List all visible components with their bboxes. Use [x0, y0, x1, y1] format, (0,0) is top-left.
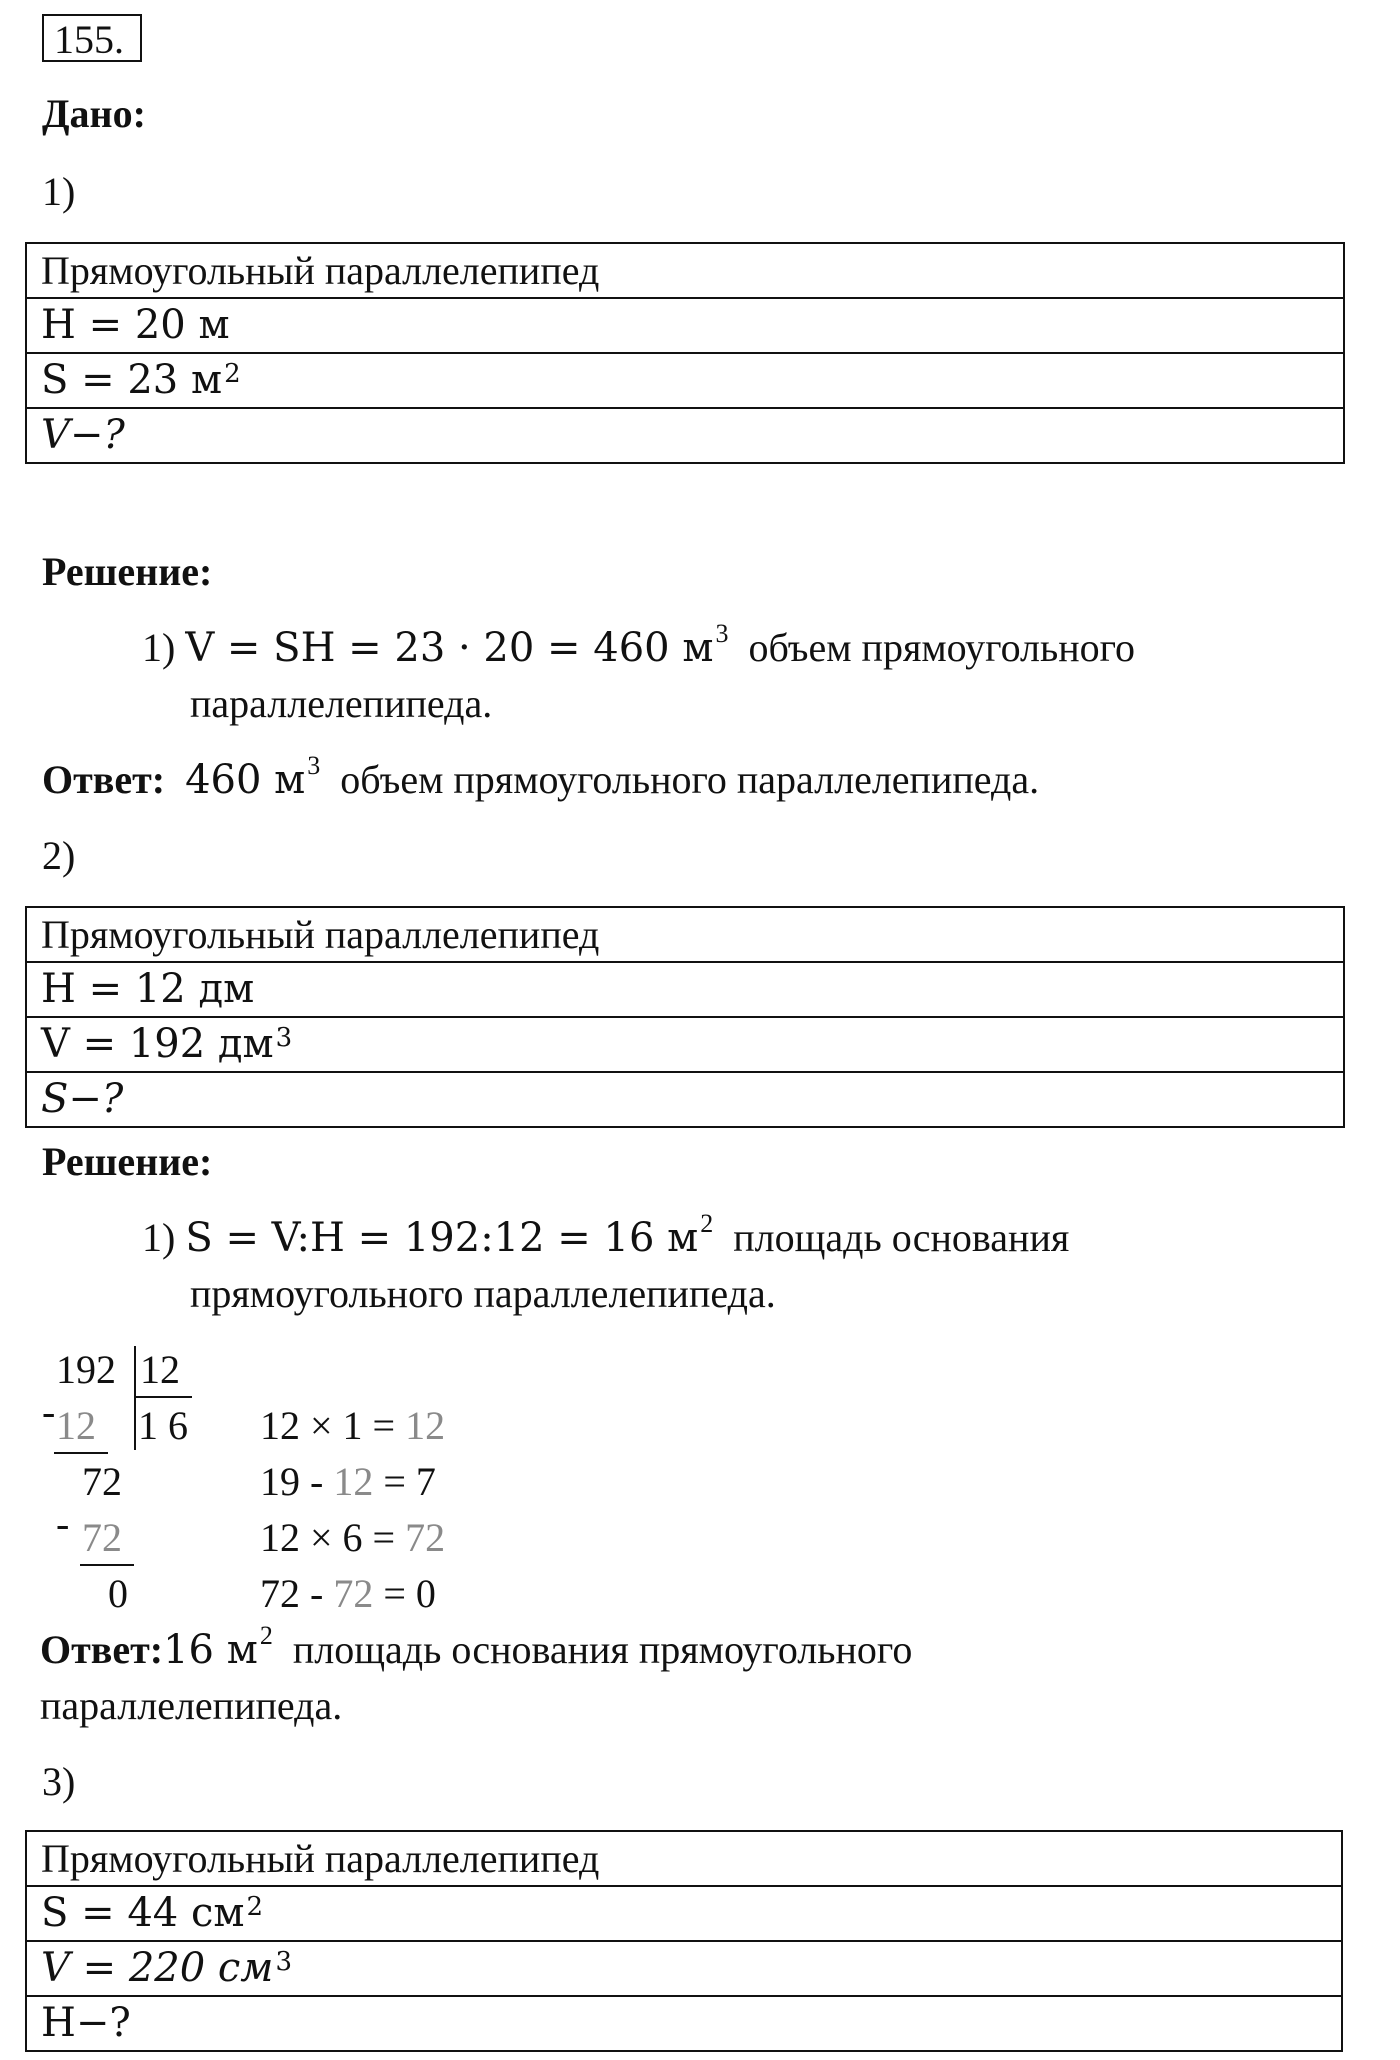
part2-step-formula: S = V:H = 192:12 = 16 м: [185, 1215, 699, 1261]
division-subtrahend: 12: [56, 1403, 96, 1448]
table-cell: Прямоугольный параллелепипед: [26, 907, 1344, 962]
table-row: [26, 1831, 1342, 1886]
division-dividend: 192: [56, 1347, 116, 1392]
part1-step: 1) V = SH = 23 · 20 = 460 $м^3$ объем прямоугольного: [142, 619, 1136, 671]
division-subtrahend: 72: [82, 1515, 122, 1560]
division-remainder: 0: [108, 1571, 128, 1616]
table-row: [26, 1072, 1344, 1127]
task-number: 155.: [42, 14, 142, 62]
part1-label: 1): [42, 169, 76, 214]
part1-given-table: [25, 242, 1345, 464]
answer-text: объем прямоугольного параллелепипеда.: [340, 757, 1040, 802]
answer-label: Ответ:: [42, 757, 166, 802]
answer-label: Ответ:: [40, 1627, 164, 1672]
part2-answer-cont: параллелепипеда.: [40, 1683, 343, 1728]
table-cell: Прямоугольный параллелепипед: [26, 243, 1344, 298]
table-cell: Прямоугольный параллелепипед: [26, 1831, 1342, 1886]
part3-given-table: [25, 1830, 1343, 2052]
table-row: [26, 1996, 1342, 2051]
division-divisor-underline: [136, 1396, 192, 1398]
table-cell: H−?: [26, 1996, 1342, 2051]
part3-label: 3): [42, 1759, 76, 1804]
part1-step-cont: параллелепипеда.: [190, 681, 493, 726]
part2-given-table: [25, 906, 1345, 1128]
table-row: [26, 243, 1344, 298]
part2-answer: Ответ:16 $м^2$ площадь основания прямоугольного: [40, 1621, 913, 1673]
table-row: [26, 408, 1344, 463]
division-check-line: 72 - 72 = 0: [260, 1571, 436, 1616]
part1-solution-label: Решение:: [42, 549, 213, 594]
table-cell: V−?: [26, 408, 1344, 463]
answer-value: 460 м: [185, 757, 306, 803]
table-cell: H = 12 дм: [26, 962, 1344, 1017]
division-minus-sign: -: [42, 1389, 56, 1434]
table-row: [26, 907, 1344, 962]
table-row: [26, 298, 1344, 353]
division-check-line: 12 × 1 = 12: [260, 1403, 446, 1448]
table-row: [26, 1886, 1342, 1941]
table-cell: V = 192 $дм^3$: [26, 1017, 1344, 1072]
part2-solution-label: Решение:: [42, 1139, 213, 1184]
table-row: [26, 353, 1344, 408]
division-vertical-bar: [134, 1346, 136, 1450]
table-cell: V = 220 $см^3$: [26, 1941, 1342, 1996]
table-row: [26, 1017, 1344, 1072]
answer-text: площадь основания прямоугольного: [292, 1627, 913, 1672]
table-row: [26, 962, 1344, 1017]
division-underline: [54, 1452, 108, 1454]
part1-answer: Ответ: 460 $м^3$ объем прямоугольного параллелепипеда.: [42, 751, 1040, 803]
table-cell: S−?: [26, 1072, 1344, 1127]
division-quotient: 1 6: [138, 1403, 188, 1448]
part2-step-cont: прямоугольного параллелепипеда.: [190, 1271, 776, 1316]
part2-label: 2): [42, 833, 76, 878]
given-label: Дано:: [42, 91, 146, 136]
table-cell: S = 23 $м^2$: [26, 353, 1344, 408]
part1-step-formula: V = SH = 23 · 20 = 460 м: [185, 625, 714, 671]
division-remainder: 72: [82, 1459, 122, 1504]
division-check-line: 19 - 12 = 7: [260, 1459, 436, 1504]
table-row: [26, 1941, 1342, 1996]
division-underline: [80, 1564, 134, 1566]
answer-value: 16 м: [163, 1627, 258, 1673]
division-check-line: 12 × 6 = 72: [260, 1515, 446, 1560]
table-cell: H = 20 м: [26, 298, 1344, 353]
part2-step-text: площадь основания: [733, 1215, 1070, 1260]
table-cell: S = 44 $см^2$: [26, 1886, 1342, 1941]
part2-step: 1) S = V:H = 192:12 = 16 $м^2$ площадь основания: [142, 1209, 1070, 1261]
part1-step-text: объем прямоугольного: [748, 625, 1136, 670]
division-divisor: 12: [140, 1347, 180, 1392]
division-minus-sign: -: [56, 1501, 70, 1546]
